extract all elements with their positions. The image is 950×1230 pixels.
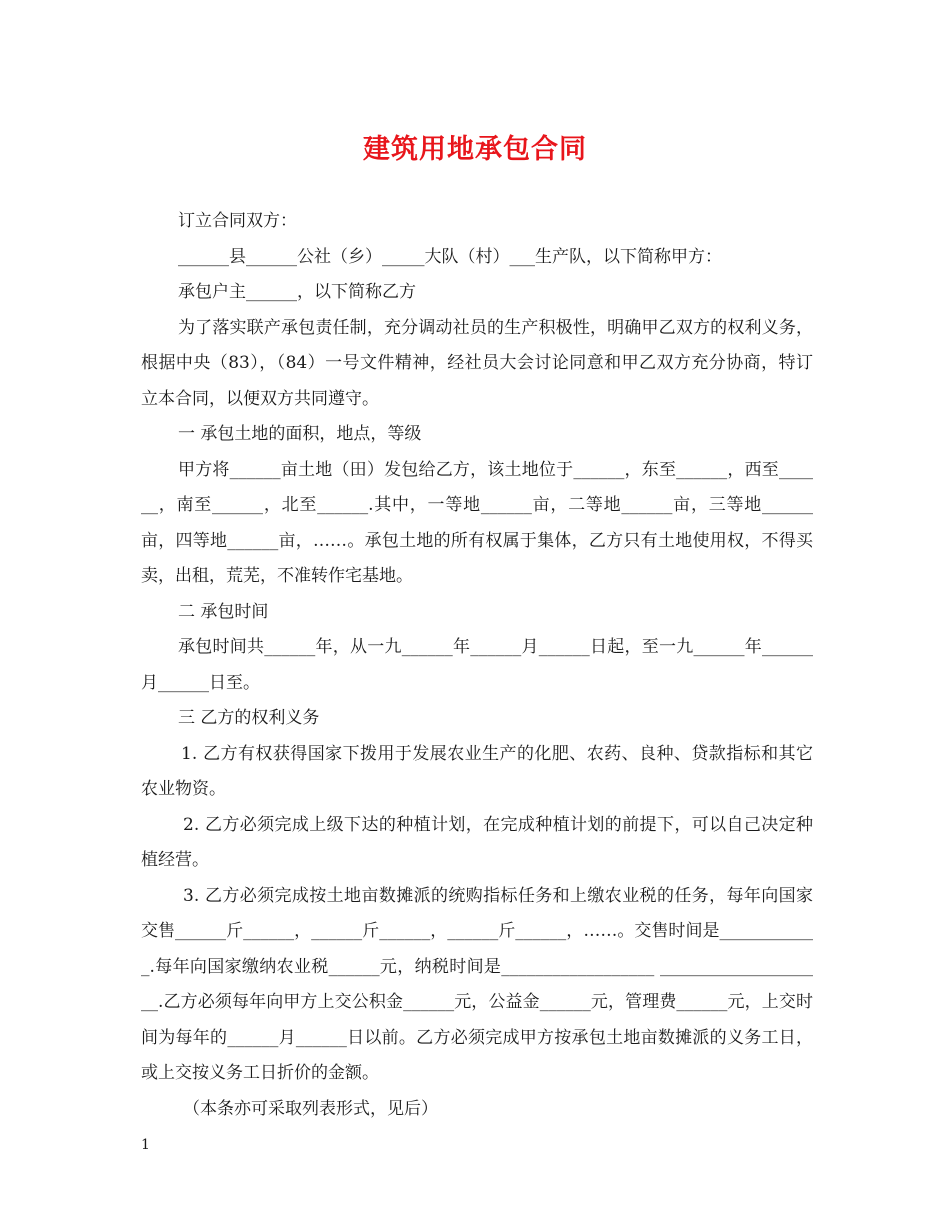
preamble-paragraph: 为了落实联产承包责任制，充分调动社员的生产积极性，明确甲乙双方的权利义务，根据中央（83），（84）一号文件精神，经社员大会讨论同意和甲乙双方充分协商，特订立本合同，以便双方共同遵守。: [141, 317, 813, 409]
document-title: 建筑用地承包合同: [363, 134, 587, 165]
section-3-item-2: 2. 乙方必须完成上级下达的种植计划，在完成种植计划的前提下，可以自己决定种植经营。: [141, 814, 813, 870]
document-body: [141, 204, 813, 1127]
party-b-line: 承包户主______，以下简称乙方: [178, 282, 416, 302]
party-a-line: ______县______公社（乡）_____大队（村）___生产队，以下简称甲方：: [178, 246, 722, 267]
section-3-note: （本条亦可采取列表形式，见后）: [183, 1098, 438, 1119]
section-2-body: 承包时间共______年，从一九______年______月______日起，至一九______年______月______日至。: [141, 637, 813, 693]
page-number: 1: [141, 1137, 150, 1153]
section-2-heading: 二 承包时间: [178, 601, 269, 622]
parties-heading: 订立合同双方：: [178, 211, 297, 231]
section-1-body: 甲方将______亩土地（田）发包给乙方，该土地位于______，东至______，西至______，南至______，北至______.其中，一等地______亩，二等地______亩，三等地______亩，四等地______亩，……。承包土地的所有权属于集体，乙方只有土地使用权，不得买卖，出租，荒芜，不准转作宅基地。: [141, 459, 813, 586]
section-3-item-3: 3. 乙方必须完成按土地亩数摊派的统购指标任务和上缴农业税的任务，每年向国家交售______斤______，______斤______，______斤______，……。交售时间是____________.每年向国家缴纳农业税______元，纳税时间是__________________ ____________________.乙方必须每年向甲方上交公积金______元，公益金______元，管理费______元，上交时间为每年的______月______日以前。乙方必须完成甲方按承包土地亩数摊派的义务工日，或上交按义务工日折价的金额。: [141, 885, 813, 1083]
section-3-heading: 三 乙方的权利义务: [178, 708, 320, 728]
section-1-heading: 一 承包土地的面积，地点，等级: [178, 424, 422, 444]
section-3-item-1: 1. 乙方有权获得国家下拨用于发展农业生产的化肥、农药、良种、贷款指标和其它农业物资。: [141, 743, 813, 799]
